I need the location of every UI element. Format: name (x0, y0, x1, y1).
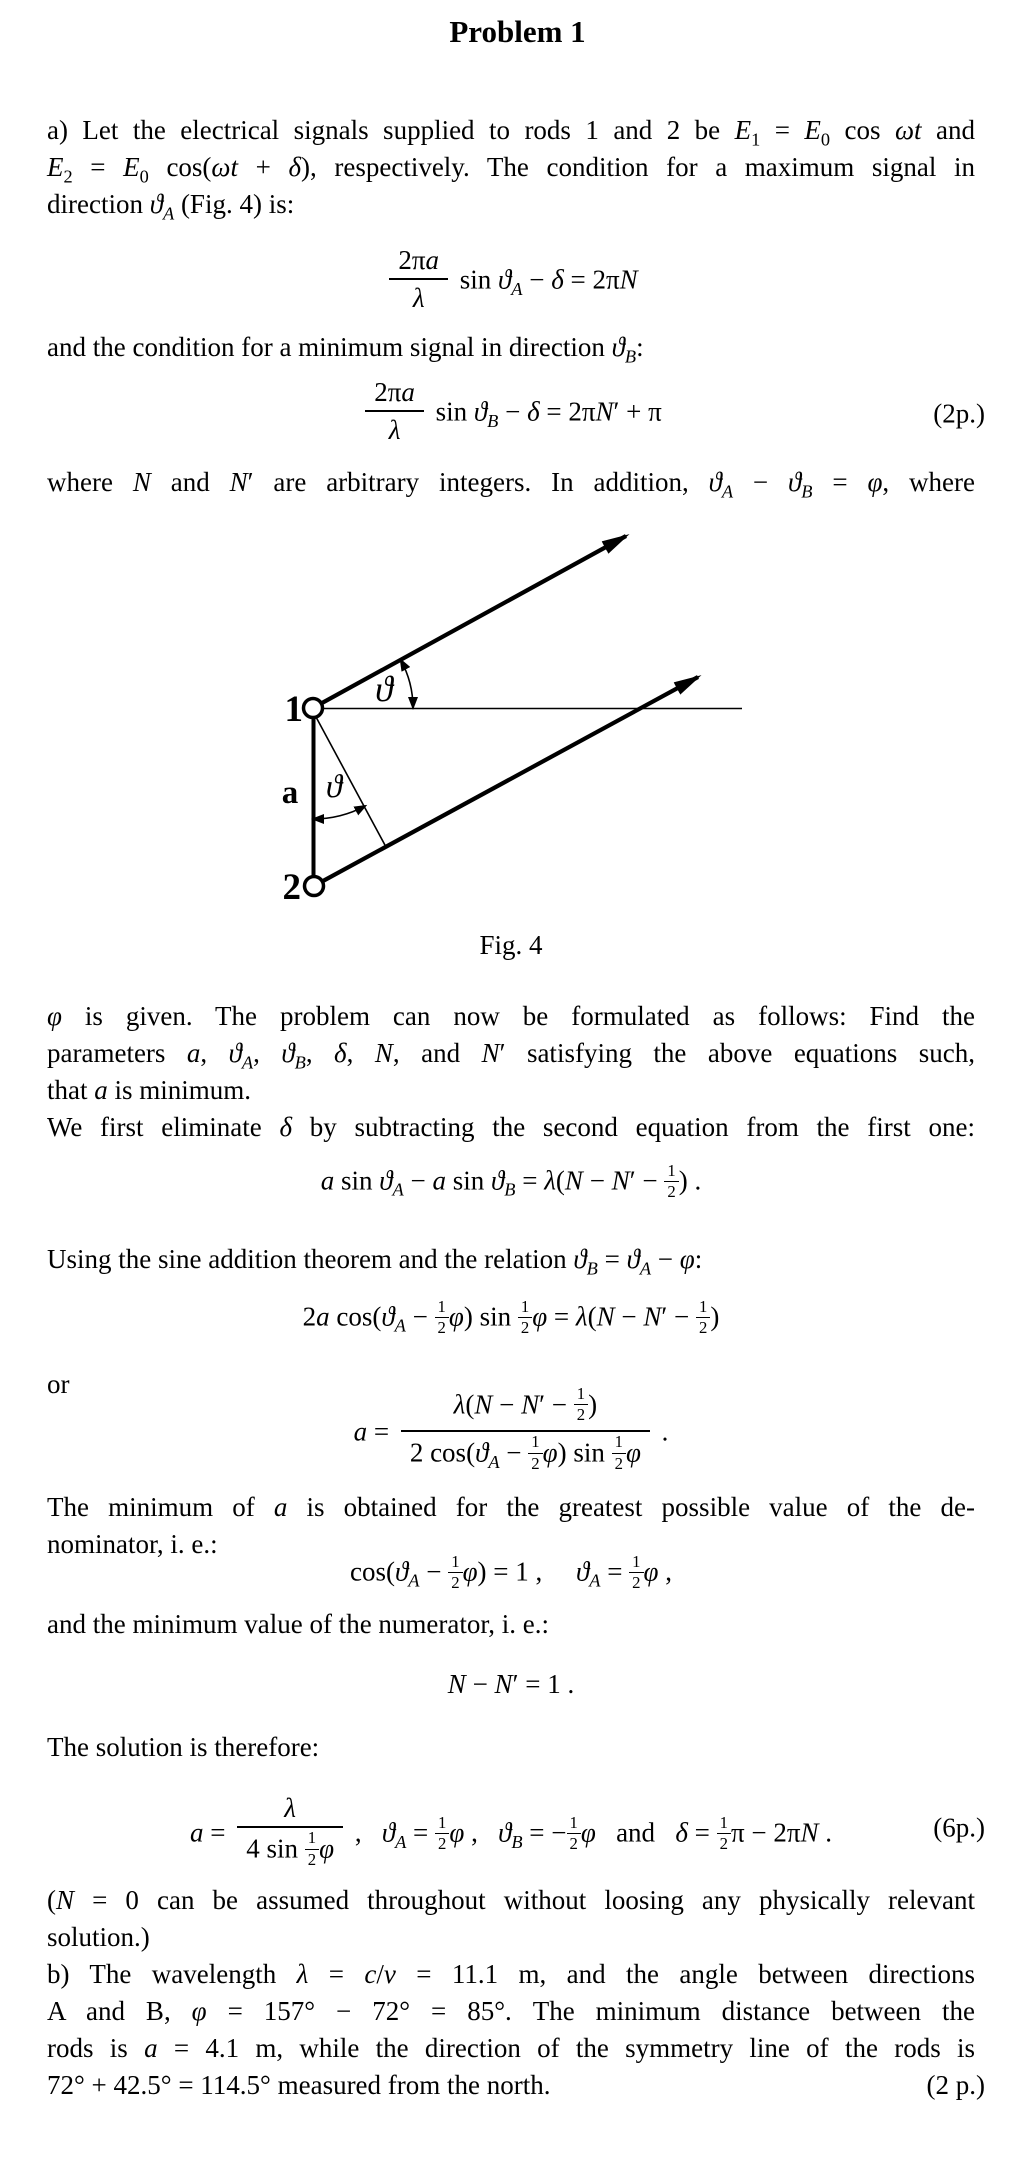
paragraph-a (47, 112, 975, 223)
sine-theorem-line: Using the sine addition theorem and the relation $ϑ_B = ϑ_A - \varphi$: (47, 1244, 703, 1279)
paragraph-b-line-3: rods is a = 4.1 m, while the direction of the symmetry line of the rods is (47, 2033, 975, 2063)
equation-final-solution-body: a = λ 4 sin $\frac{1}{2}$ φ , $ϑ_A$ = $\frac{1}{2}$ φ , $ϑ_B$ = − $\frac{1}{2}$ φ and δ = $\frac{1}{2}$ π − 2πN . (190, 1796, 832, 1875)
equation-minimum-body: $\frac{2\pi a}{\lambda}$ $\sin ϑ_B - \delta = 2\pi N' + \pi$ (360, 380, 662, 448)
solution-intro-block (47, 1729, 975, 1766)
paragraph-b-line-2: A and B, φ = 157° − 72° = 85°. The minimum distance between the (47, 1996, 975, 2026)
equation-n-difference-body: N − N′ = 1 . (447, 1668, 575, 1699)
equation-cosine-product (47, 1288, 975, 1350)
paragraph-a-line-2: $E_2 = E_0$ cos(ωt + δ), respectively. The condition for a maximum signal in (47, 152, 975, 187)
theta-upper-label: ϑ (375, 669, 393, 709)
equation-cos-equals-one-body: $\cos(ϑ_A$ − $\frac{1}{2}$ φ) = 1 , $ϑ_A$ = $\frac{1}{2}$ φ , (350, 1551, 672, 1592)
figure-4-antenna-diagram (0, 500, 1035, 920)
figure-caption: Fig. 4 (479, 930, 543, 960)
equation-maximum-body: $\frac{2\pi a}{\lambda}$ $\sin ϑ_A - \delta = 2\pi N$ (384, 248, 637, 316)
paragraph-a-line-1: a) Let the electrical signals supplied to rods 1 and 2 be $E_1 = E_0$ cos ωt and (47, 115, 975, 150)
paragraph-n0-line-2: solution.) (47, 1922, 150, 1952)
minimum-condition-intro (47, 329, 975, 366)
paragraph-a-line-3: direction $ϑ_A$ (Fig. 4) is: (47, 189, 295, 224)
rod2-endpoint (305, 877, 324, 896)
eliminate-delta-line: We first eliminate δ by subtracting the second equation from the first one: (47, 1112, 975, 1142)
paragraph-phi (47, 998, 975, 1109)
distance-a-label: a (281, 775, 299, 811)
equation-n-difference (47, 1662, 975, 1706)
sine-theorem-block (47, 1241, 975, 1278)
paragraph-b-last-text: 72° + 42.5° = 114.5° measured from the north. (47, 2070, 551, 2100)
paragraph-b (47, 1956, 985, 2104)
paragraph-b-line-4 (47, 2067, 985, 2104)
equation-subtraction (47, 1152, 975, 1214)
theta-lower-label: ϑ (325, 769, 343, 805)
page-title: Problem 1 (449, 14, 586, 49)
equation-minimum-condition (47, 372, 985, 456)
points-badge-6p: (6p.) (933, 1812, 985, 1843)
paragraph-phi-line-1: φ is given. The problem can now be formulated as follows: Find the (47, 1001, 975, 1031)
where-integers-line-block (47, 464, 975, 501)
equation-a-fraction-body: a = λ(N − N′ − $\frac{1}{2}$ ) 2 $\cos(ϑ_A$ − $\frac{1}{2}$ φ) sin $\frac{1}{2}$ φ . (354, 1390, 669, 1479)
numerator-minimum-block (47, 1606, 975, 1643)
rod2-label: 2 (282, 867, 301, 908)
direction-ray-upper (322, 536, 626, 703)
rod1-endpoint (304, 699, 323, 718)
paragraph-minimum-line-2: nominator, i. e.: (47, 1529, 218, 1559)
paragraph-phi-line-2: parameters a, $ϑ_A$, $ϑ_B$, δ, N, and N′ satisfying the above equations such, (47, 1038, 976, 1073)
paragraph-n0-note (47, 1882, 975, 1956)
equation-maximum-condition (47, 240, 975, 324)
equation-subtraction-body: a $\sin ϑ_A - a$ $\sin ϑ_B = \lambda(N - N'$ − $\frac{1}{2}$ ) . (320, 1160, 702, 1201)
or-line: or (47, 1369, 70, 1399)
rod1-label: 1 (284, 689, 303, 730)
points-badge-2p: (2p.) (933, 398, 985, 429)
paragraph-minimum-line-1: The minimum of a is obtained for the greatest possible value of the de- (47, 1492, 975, 1522)
numerator-minimum-line: and the minimum value of the numerator, i. e.: (47, 1609, 550, 1639)
equation-final-solution (47, 1789, 985, 1881)
points-badge-2p-final: (2 p.) (926, 2070, 985, 2100)
solution-intro-line: The solution is therefore: (47, 1732, 320, 1762)
paragraph-phi-line-3: that a is minimum. (47, 1075, 252, 1105)
equation-cosine-product-body: 2a $\cos(ϑ_A$ − $\frac{1}{2}$ φ) sin $\frac{1}{2}$ φ = λ(N − N′ − $\frac{1}{2}$ ) (302, 1296, 720, 1337)
paragraph-n0-line-1: (N = 0 can be assumed throughout without loosing any physically relevant (47, 1885, 975, 1915)
eliminate-delta-block (47, 1109, 975, 1146)
minimum-condition-intro-line: and the condition for a minimum signal in direction $ϑ_B$: (47, 332, 644, 367)
angle-arc-upper (401, 660, 413, 708)
where-integers-line: where N and N′ are arbitrary integers. In addition, $ϑ_A - ϑ_B = \varphi$, where (47, 467, 975, 502)
angle-arc-lower (313, 806, 366, 819)
equation-cos-equals-one (47, 1548, 975, 1600)
paragraph-b-line-1: b) The wavelength λ = c/ν = 11.1 m, and the angle between directions (47, 1959, 976, 1989)
